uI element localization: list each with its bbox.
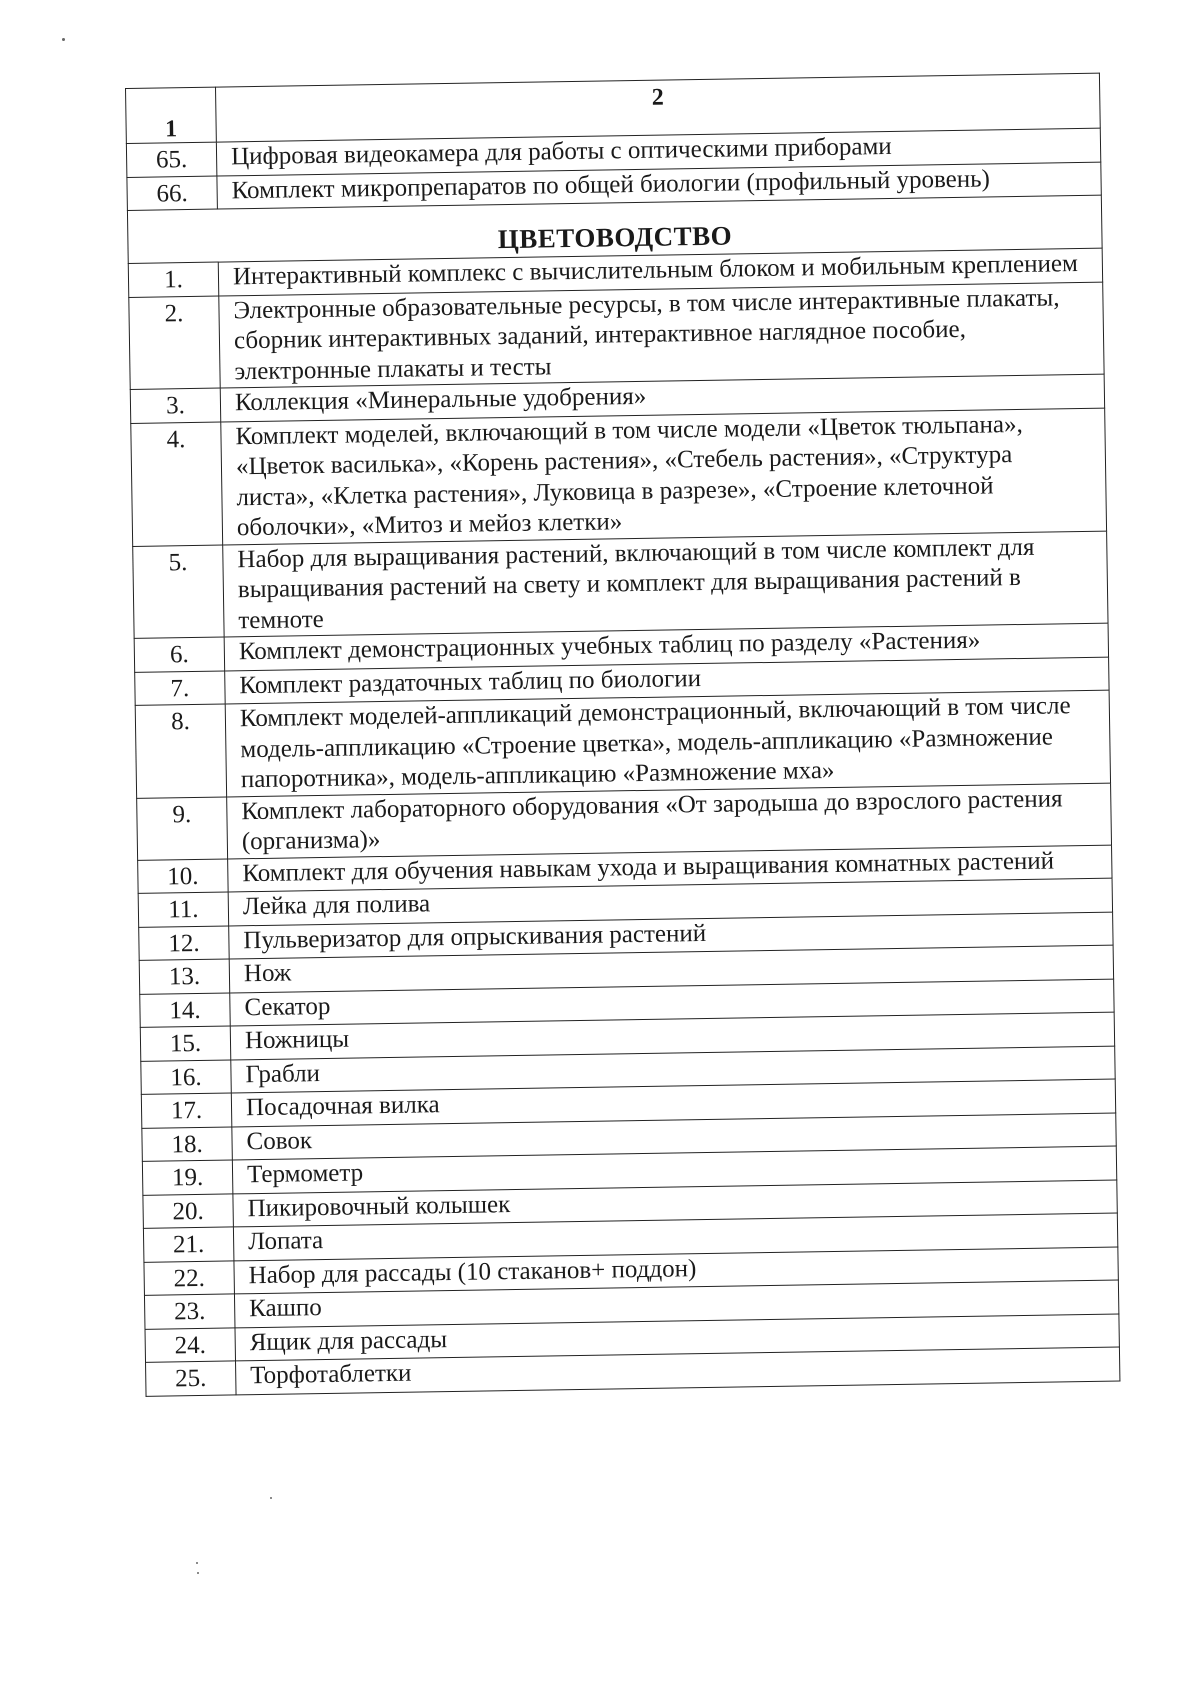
header-col2: 2 [215, 73, 1100, 142]
row-item-name: Набор для выращивания растений, включающий в том числе комплект для выращивания растений на свету и комплект для выращивания растений в темноте [223, 531, 1108, 637]
row-number: 20. [143, 1193, 234, 1228]
row-number: 23. [144, 1294, 235, 1329]
row-item-name: Совок [232, 1113, 1116, 1160]
row-item-name: Коллекция «Минеральные удобрения» [220, 374, 1104, 421]
row-number: 21. [143, 1227, 234, 1262]
scan-speck [196, 1562, 198, 1564]
row-number: 7. [135, 671, 226, 706]
row-item-name: Ящик для рассады [235, 1314, 1119, 1361]
row-item-name: Комплект лабораторного оборудования «От зародыша до взрослого растения (организма)» [227, 783, 1112, 859]
row-item-name: Ножницы [230, 1012, 1114, 1059]
row-item-name: Лопата [233, 1213, 1117, 1260]
row-item-name: Интерактивный комплекс с вычислительным блоком и мобильным креплением [218, 248, 1102, 295]
row-number: 22. [144, 1260, 235, 1295]
row-number: 66. [127, 176, 218, 211]
row-number: 8. [135, 704, 226, 798]
row-number: 13. [139, 959, 230, 994]
row-number: 10. [138, 858, 229, 893]
row-item-name: Кашпо [234, 1280, 1118, 1327]
scan-speck [270, 1497, 272, 1499]
row-number: 2. [129, 296, 220, 390]
row-number: 14. [140, 992, 231, 1027]
equipment-table [125, 73, 1120, 1397]
row-number: 25. [146, 1361, 237, 1396]
row-item-name: Комплект раздаточных таблиц по биологии [225, 657, 1109, 704]
row-item-name: Комплект демонстрационных учебных таблиц по разделу «Растения» [224, 623, 1108, 670]
table-row [131, 408, 1107, 546]
row-item-name: Секатор [230, 979, 1114, 1026]
row-item-name: Пикировочный колышек [233, 1180, 1117, 1227]
row-number: 15. [140, 1026, 231, 1061]
row-item-name: Комплект для обучения навыкам ухода и выращивания комнатных растений [228, 845, 1112, 892]
row-item-name: Грабли [231, 1046, 1115, 1093]
header-col1: 1 [126, 87, 217, 143]
row-item-name: Электронные образовательные ресурсы, в том числе интерактивные плакаты, сборник интерактивных заданий, интерактивное наглядное пособие, электронные плакаты и тесты [219, 282, 1104, 388]
section-title: ЦВЕТОВОДСТВО [127, 195, 1102, 263]
table-row [135, 690, 1110, 798]
row-item-name: Лейка для полива [228, 878, 1112, 925]
row-item-name: Нож [229, 945, 1113, 992]
row-item-name: Комплект моделей-аппликаций демонстрационный, включающий в том числе модель-аппликацию «Строение цветка», модель-аппликацию «Размножение папоротника», модель-аппликацию «Размножение мха» [225, 690, 1110, 796]
table-row [133, 531, 1108, 639]
scan-speck [62, 38, 65, 41]
row-number: 19. [142, 1160, 233, 1195]
row-item-name: Цифровая видеокамера для работы с оптическими приборами [216, 128, 1100, 175]
row-number: 24. [145, 1327, 236, 1362]
document-page [125, 73, 1120, 1397]
row-number: 4. [131, 422, 223, 546]
row-number: 3. [130, 388, 221, 423]
row-number: 6. [134, 637, 225, 672]
row-number: 16. [141, 1059, 232, 1094]
equipment-table-body [126, 73, 1120, 1396]
row-item-name: Торфотаблетки [236, 1347, 1120, 1394]
row-item-name: Пульверизатор для опрыскивания растений [229, 912, 1113, 959]
row-number: 12. [139, 925, 230, 960]
row-number: 18. [142, 1126, 233, 1161]
row-item-name: Термометр [232, 1146, 1116, 1193]
row-number: 5. [133, 545, 224, 639]
row-item-name: Набор для рассады (10 стаканов+ поддон) [234, 1247, 1118, 1294]
row-item-name: Комплект микропрепаратов по общей биологии (профильный уровень) [217, 162, 1101, 209]
row-number: 1. [128, 262, 219, 297]
row-number: 17. [141, 1093, 232, 1128]
scan-speck [197, 1572, 199, 1574]
row-item-name: Комплект моделей, включающий в том числе модели «Цветок тюльпана», «Цветок василька», «Корень растения», «Стебель растения», «Структура листа», «Клетка растения», Луковица в разрезе», «Строение клеточной оболочки», «Митоз и мейоз клетки» [221, 408, 1107, 545]
table-row [129, 282, 1104, 390]
row-item-name: Посадочная вилка [231, 1079, 1115, 1126]
row-number: 65. [126, 142, 217, 177]
row-number: 9. [137, 796, 228, 859]
row-number: 11. [138, 892, 229, 927]
